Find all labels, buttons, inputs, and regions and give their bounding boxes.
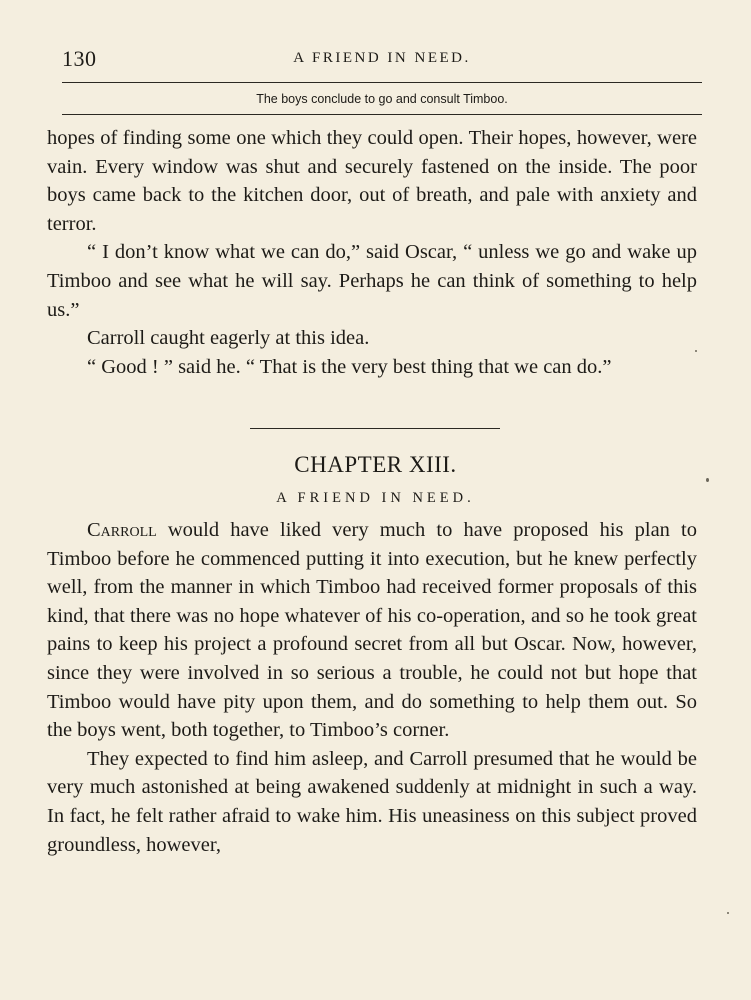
chapter-text-block (47, 516, 697, 859)
paper-speck (695, 350, 697, 352)
marginal-note: The boys conclude to go and consult Timboo. (256, 92, 508, 106)
chapter-first-word: Carroll (87, 519, 157, 541)
paragraph-4: “ Good ! ” said he. “ That is the very best thing that we can do.” (87, 355, 612, 378)
paper-speck (706, 478, 709, 482)
paragraph-2: “ I don’t know what we can do,” said Oscar, “ unless we go and wake up Timboo and see what he will say. Perhaps he can think of something to help us.” (47, 241, 697, 321)
header-rule-bottom (62, 114, 702, 115)
chapter-paragraph-1-text: would have liked very much to have proposed his plan to Timboo before he commenced putting it into execution, but he knew perfectly well, from the manner in which Timboo had received former proposals of this kind, that there was no hope whatever of his co-operation, and so he took great pains to keep his project a profound secret from all but Oscar. Now, however, since they were involved in so serious a trouble, he could not but hope that Timboo would have pity upon them, and do something to help them out. So the boys went, both together, to Timboo’s corner. (47, 519, 697, 742)
paragraph-3: Carroll caught eagerly at this idea. (87, 327, 370, 350)
header-rule-top (62, 82, 702, 83)
chapter-paragraph-2: They expected to find him asleep, and Carroll presumed that he would be very much astonished at being awakened suddenly at midnight in such a way. In fact, he felt rather afraid to wake him. His uneasiness on this subject proved groundless, however, (47, 747, 697, 856)
page-number: 130 (62, 46, 97, 71)
running-head: A FRIEND IN NEED. (293, 50, 471, 66)
paragraph-1: hopes of finding some one which they could open. Their hopes, however, were vain. Every window was shut and securely fastened on the inside. The poor boys came back to the kitchen door, out of breath, and pale with anxiety and terror. (47, 127, 697, 235)
page-header (62, 46, 702, 76)
chapter-divider (250, 428, 500, 429)
chapter-subtitle: A FRIEND IN NEED. (276, 490, 475, 506)
top-text-block (47, 124, 697, 381)
chapter-title: CHAPTER XIII. (294, 452, 457, 477)
paper-speck (727, 912, 729, 914)
chapter-paragraph-1 (47, 516, 697, 745)
